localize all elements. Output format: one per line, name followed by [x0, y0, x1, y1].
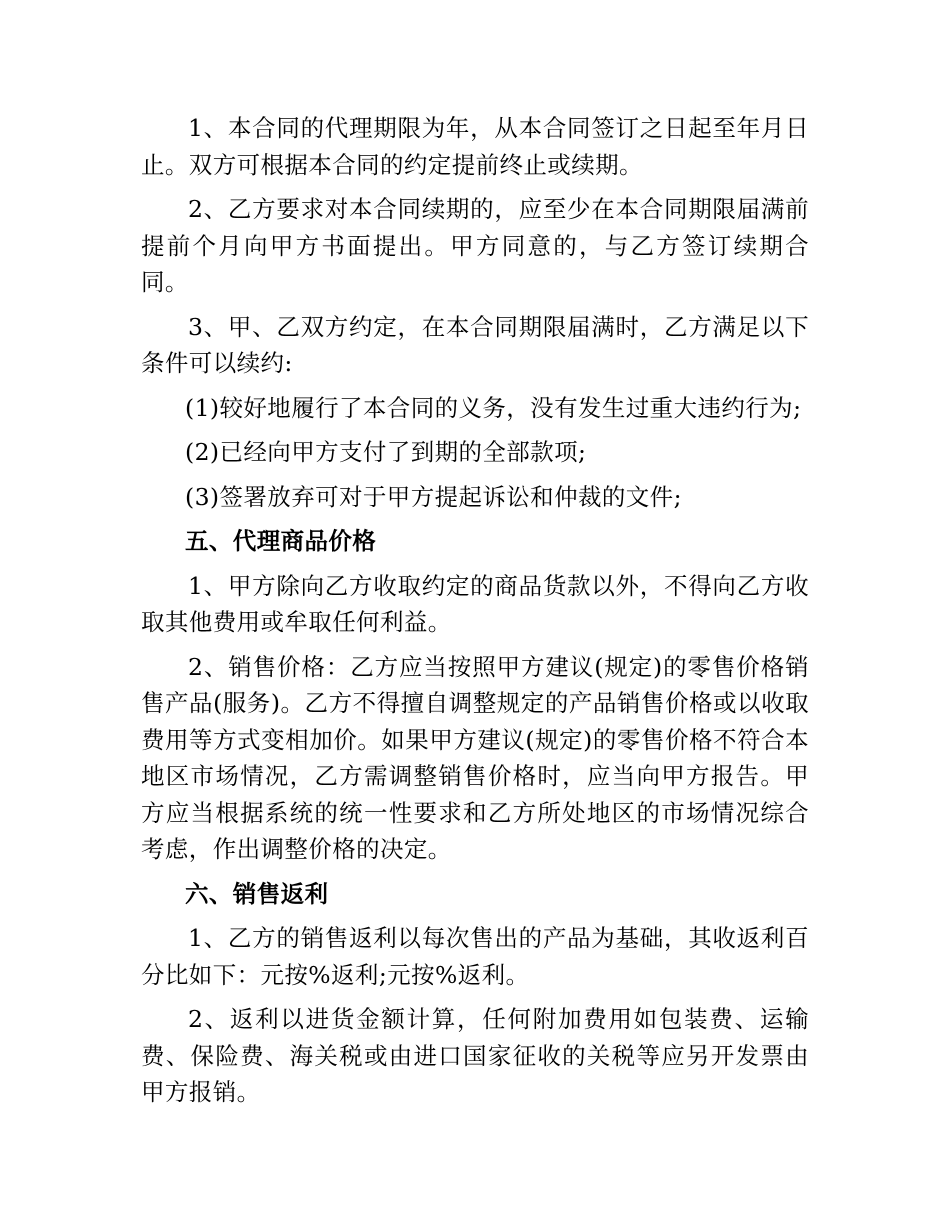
paragraph-pricing-1: 1、甲方除向乙方收取约定的商品货款以外，不得向乙方收取其他费用或牟取任何利益。 [141, 571, 809, 636]
section-heading-pricing: 五、代理商品价格 [185, 527, 377, 555]
condition-item-2: (2)已经向甲方支付了到期的全部款项; [185, 438, 587, 466]
condition-item-3: (3)签署放弃可对于甲方提起诉讼和仲裁的文件; [185, 482, 682, 511]
paragraph-pricing-2: 2、销售价格：乙方应当按照甲方建议(规定)的零售价格销售产品(服务)。乙方不得擅自调整规定的产品销售价格或以收取费用等方式变相加价。如果甲方建议(规定)的零售价格不符合本地区市场情况，乙方需调整销售价格时，应当向甲方报告。甲方应当根据系统的统一性要求和乙方所处地区的市场情况综合考虑，作出调整价格的决定。 [141, 652, 809, 863]
paragraph-rebate-1: 1、乙方的销售返利以每次售出的产品为基础，其收返利百分比如下：元按%返利;元按%返利。 [141, 924, 809, 989]
condition-item-1: (1)较好地履行了本合同的义务，没有发生过重大违约行为; [185, 393, 802, 422]
paragraph-term-3: 3、甲、乙双方约定，在本合同期限届满时，乙方满足以下条件可以续约: [141, 312, 809, 377]
paragraph-rebate-2: 2、返利以进货金额计算，任何附加费用如包装费、运输费、保险费、海关税或由进口国家征收的关税等应另开发票由甲方报销。 [141, 1005, 809, 1106]
paragraph-term-2: 2、乙方要求对本合同续期的，应至少在本合同期限届满前提前个月向甲方书面提出。甲方同意的，与乙方签订续期合同。 [141, 195, 809, 296]
document-page [141, 110, 809, 1119]
paragraph-term-1: 1、本合同的代理期限为年，从本合同签订之日起至年月日止。双方可根据本合同的约定提前终止或续期。 [141, 114, 809, 179]
section-heading-rebate: 六、销售返利 [185, 879, 329, 908]
